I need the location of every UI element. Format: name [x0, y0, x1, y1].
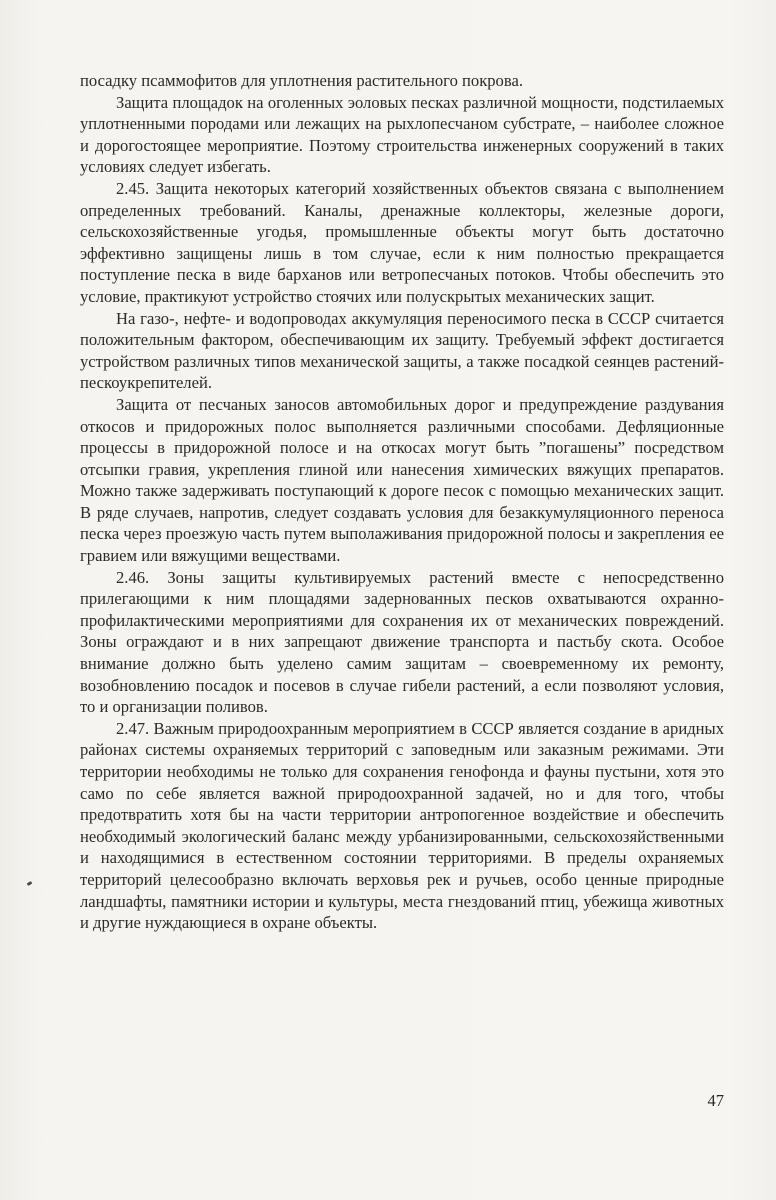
paragraph-roads: Защита от песчаных заносов автомобильных дорог и предупреждение раздувания откосов и придорожных полос выполняется различными способами. Дефляционные процессы в придорожной полосе и на откосах могут быть ”погашены” посредством отсыпки гравия, укрепления глиной или нанесения химических вяжущих препаратов. Можно также задерживать поступающий к дороге песок с помощью механических защит. В ряде случаев, напротив, следует создавать условия для безаккумуляционного переноса песка через проезжую часть путем выполаживания придорожной полосы и закрепления ее гравием или вяжущими веществами. — [80, 394, 724, 566]
paragraph-continuation: посадку псаммофитов для уплотнения растительного покрова. — [80, 71, 523, 90]
paragraph-section-2-47: 2.47. Важным природоохранным мероприятием в СССР является создание в аридных районах системы охраняемых территорий с заповедным или заказным режимами. Эти территории необходимы не только для сохранения генофонда и фауны пустыни, хотя это само по себе является важной природоохранной задачей, но и для того, чтобы предотвратить хотя бы на части территории антропогенное воздействие и обеспечить необходимый экологический баланс между урбанизированными, сельскохозяйственными и находящимися в естественном состоянии территориями. В пределы охраняемых территорий целесообразно включать верховья рек и ручьев, особо ценные природные ландшафты, памятники истории и культуры, места гнездований птиц, убежища животных и другие нуждающиеся в охране объекты. — [80, 718, 724, 933]
page-number: 47 — [707, 1091, 724, 1110]
body-text — [80, 70, 724, 934]
paragraph-sand-platforms: Защита площадок на оголенных эоловых песках различной мощности, подстилаемых уплотненными породами или лежащих на рыхлопесчаном субстрате, – наиболее сложное и дорогостоящее мероприятие. Поэтому строительства инженерных сооружений в таких условиях следует избегать. — [80, 92, 724, 177]
paragraph-section-2-45: 2.45. Защита некоторых категорий хозяйственных объектов связана с выполнением определенных требований. Каналы, дренажные коллекторы, железные дороги, сельскохозяйственные угодья, промышленные объекты могут быть достаточно эффективно защищены лишь в том случае, если к ним полностью прекращается поступление песка в виде барханов или ветропесчаных потоков. Чтобы обеспечить это условие, практикуют устройство стоячих или полускрытых механических защит. — [80, 178, 724, 306]
paragraph-section-2-46: 2.46. Зоны защиты культивируемых растений вместе с непосредственно прилегающими к ним площадями задернованных песков охватываются охранно-профилактическими мероприятиями для сохранения их от механических повреждений. Зоны ограждают и в них запрещают движение транспорта и пастьбу скота. Особое внимание должно быть уделено самим защитам – своевременному их ремонту, возобновлению посадок и посевов в случае гибели растений, а если позволяют условия, то и организации поливов. — [80, 567, 724, 717]
scan-speck — [27, 881, 33, 886]
paragraph-pipelines: На газо-, нефте- и водопроводах аккумуляция переносимого песка в СССР считается положительным фактором, обеспечивающим их защиту. Требуемый эффект достигается устройством различных типов механической защиты, а также посадкой сеянцев растений-пескоукрепителей. — [80, 308, 724, 393]
